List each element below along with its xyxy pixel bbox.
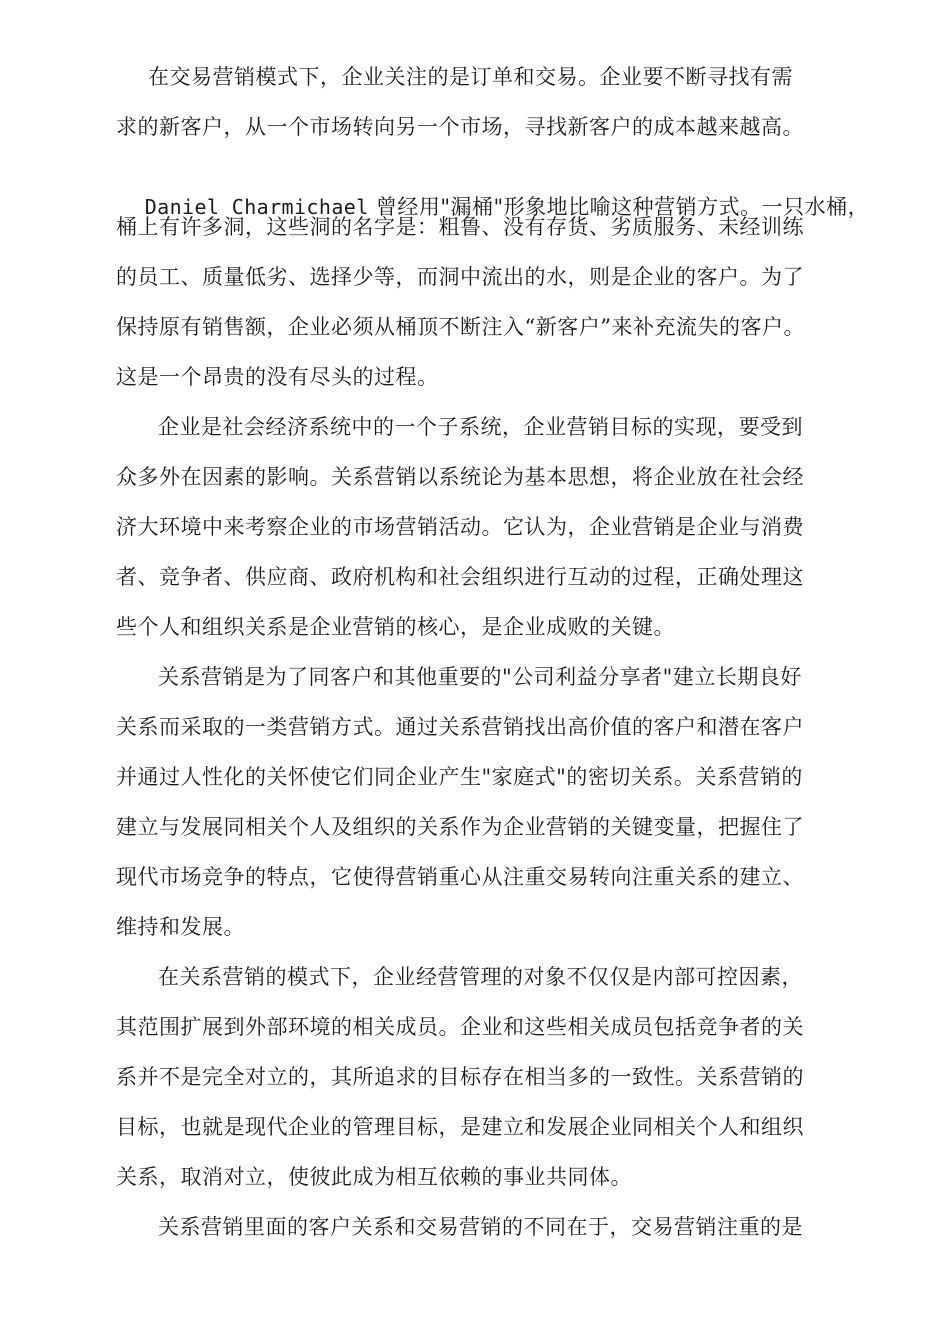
latin-name: Daniel Charmichael [144, 195, 369, 219]
paragraph-1-line-6: 保持原有销售额，企业必须从桶顶不断注入“新客户”来补充流失的客户。 [116, 315, 805, 339]
paragraph-2-line-3: 济大环境中来考察企业的市场营销活动。它认为，企业营销是企业与消费 [116, 515, 804, 539]
paragraph-3-line-2: 关系而采取的一类营销方式。通过关系营销找出高价值的客户和潜在客户 [116, 715, 804, 739]
paragraph-2-line-4: 者、竞争者、供应商、政府机构和社会组织进行互动的过程，正确处理这 [116, 565, 804, 589]
paragraph-2-line-2: 众多外在因素的影响。关系营销以系统论为基本思想，将企业放在社会经 [116, 465, 804, 489]
paragraph-4-line-4: 目标，也就是现代企业的管理目标，是建立和发展企业同相关个人和组织 [116, 1115, 804, 1139]
paragraph-1-line-7: 这是一个昂贵的没有尽头的过程。 [116, 365, 439, 389]
paragraph-3-line-4: 建立与发展同相关个人及组织的关系作为企业营销的关键变量，把握住了 [116, 815, 804, 839]
paragraph-1-line-5: 的员工、质量低劣、选择少等，而洞中流出的水，则是企业的客户。为了 [116, 265, 804, 289]
paragraph-4-line-3: 系并不是完全对立的，其所追求的目标存在相当多的一致性。关系营销的 [116, 1065, 804, 1089]
paragraph-3-line-5: 现代市场竞争的特点，它使得营销重心从注重交易转向注重关系的建立、 [116, 865, 804, 889]
paragraph-1-line-4: 桶上有许多洞，这些洞的名字是：粗鲁、没有存货、劣质服务、未经训练 [116, 215, 804, 239]
paragraph-4-line-1: 在关系营销的模式下，企业经营管理的对象不仅仅是内部可控因素， [158, 965, 803, 989]
paragraph-3-line-6: 维持和发展。 [116, 915, 245, 939]
paragraph-1-line-3-rest: 曾经用"漏桶"形象地比喻这种营销方式。一只水桶， [368, 195, 870, 219]
paragraph-1-line-3 [116, 162, 870, 219]
paragraph-2-line-1: 企业是社会经济系统中的一个子系统，企业营销目标的实现，要受到 [158, 415, 803, 439]
paragraph-5-line-1: 关系营销里面的客户关系和交易营销的不同在于，交易营销注重的是 [158, 1215, 803, 1239]
paragraph-4-line-2: 其范围扩展到外部环境的相关成员。企业和这些相关成员包括竞争者的关 [116, 1015, 804, 1039]
paragraph-1-line-1: 在交易营销模式下，企业关注的是订单和交易。企业要不断寻找有需 [148, 65, 793, 89]
paragraph-3-line-1: 关系营销是为了同客户和其他重要的"公司利益分享者"建立长期良好 [158, 665, 802, 689]
paragraph-2-line-5: 些个人和组织关系是企业营销的核心，是企业成败的关键。 [116, 615, 675, 639]
paragraph-1-line-2: 求的新客户，从一个市场转向另一个市场，寻找新客户的成本越来越高。 [116, 115, 804, 139]
paragraph-3-line-3: 并通过人性化的关怀使它们同企业产生"家庭式"的密切关系。关系营销的 [116, 765, 803, 789]
paragraph-4-line-5: 关系，取消对立，使彼此成为相互依赖的事业共同体。 [116, 1165, 632, 1189]
